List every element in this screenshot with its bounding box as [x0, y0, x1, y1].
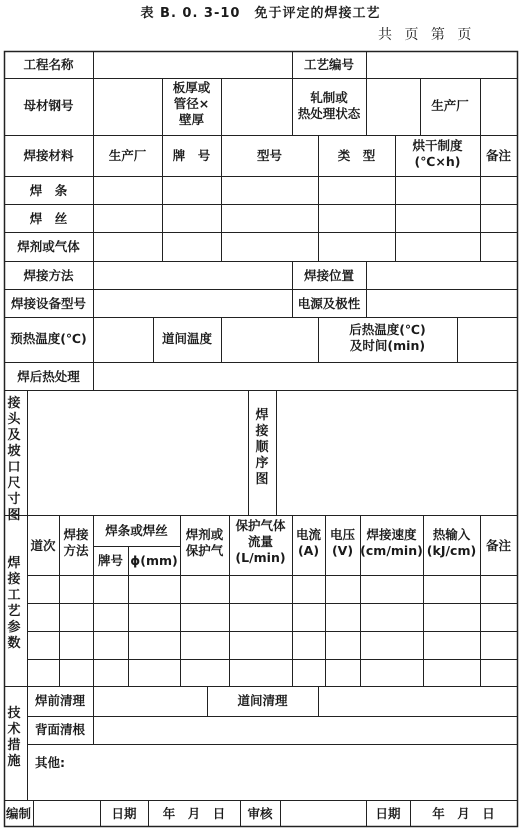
equipment-model-label: 焊接设备型号 [10, 296, 86, 311]
interpass-temp-label: 道间温度 [161, 331, 212, 346]
postheat-label: 后热温度(℃) 及时间(min) [349, 322, 426, 353]
thickness-label: 板厚或 管径× 壁厚 [172, 80, 211, 127]
params-section-label: 焊接工艺参数 [7, 556, 21, 651]
brand-label: 牌号 [97, 553, 123, 568]
review-label: 审核 [247, 806, 273, 821]
pass-label: 道次 [30, 538, 56, 553]
date1-label: 日期 [111, 806, 137, 821]
measures-section-label: 技术措施 [7, 706, 21, 769]
weld-method-label: 焊接方法 [23, 268, 74, 283]
mat-remark-label: 备注 [485, 148, 511, 163]
page-count: 共 页 第 页 [378, 27, 476, 43]
power-polarity-label: 电源及极性 [297, 296, 361, 311]
base-metal-label: 母材钢号 [23, 98, 74, 113]
preheat-temp-label: 预热温度(℃) [10, 331, 87, 346]
ymd2-label: 年 月 日 [432, 806, 495, 821]
electrode-label: 焊条或焊丝 [105, 523, 168, 538]
heat-input-label: 热输入 (kJ/cm) [426, 527, 477, 558]
process-no-label: 工艺编号 [303, 57, 354, 72]
mat-manufacturer-label: 生产厂 [108, 148, 147, 163]
mat-brand-label: 牌 号 [172, 148, 211, 163]
weld-position-label: 焊接位置 [303, 268, 354, 283]
pre-clean-label: 焊前清理 [34, 693, 85, 708]
ymd1-label: 年 月 日 [162, 806, 226, 821]
interpass-clean-label: 道间清理 [237, 693, 288, 708]
method-label: 焊接 方法 [63, 527, 89, 558]
manufacturer-label: 生产厂 [431, 98, 469, 113]
prepared-label: 编制 [5, 806, 31, 821]
form-title: 表 B. 0. 3-10 免于评定的焊接工艺 [140, 6, 381, 21]
other-label: 其他: [35, 755, 65, 770]
speed-label: 焊接速度 (cm/min) [360, 527, 423, 558]
pwht-label: 焊后热处理 [17, 369, 80, 384]
current-label: 电流 (A) [295, 527, 321, 558]
wire-row-label: 焊 丝 [29, 211, 68, 226]
diameter-label: ϕ(mm) [130, 553, 178, 568]
material-label: 焊接材料 [23, 148, 74, 163]
electrode-row-label: 焊 条 [29, 183, 68, 198]
mat-type-label: 类 型 [337, 148, 376, 163]
gas-flow-label: 保护气体 流量 (L/min) [235, 518, 286, 565]
flux-gas-row-label: 焊剂或气体 [17, 239, 80, 254]
mat-model-label: 型号 [256, 148, 282, 163]
date2-label: 日期 [375, 806, 401, 821]
mat-baking-label: 烘干制度 (℃×h) [412, 138, 463, 169]
voltage-label: 电压 (V) [329, 527, 355, 558]
weld-sequence-label: 焊接顺序图 [255, 408, 269, 487]
flux-label: 焊剂或 保护气 [185, 527, 224, 558]
joint-figure-label: 接头及坡口尺寸图 [7, 396, 21, 523]
back-gouge-label: 背面清根 [34, 722, 85, 737]
project-name-label: 工程名称 [23, 57, 74, 72]
params-remark-label: 备注 [485, 538, 511, 553]
rolling-state-label: 轧制或 热处理状态 [297, 90, 361, 121]
